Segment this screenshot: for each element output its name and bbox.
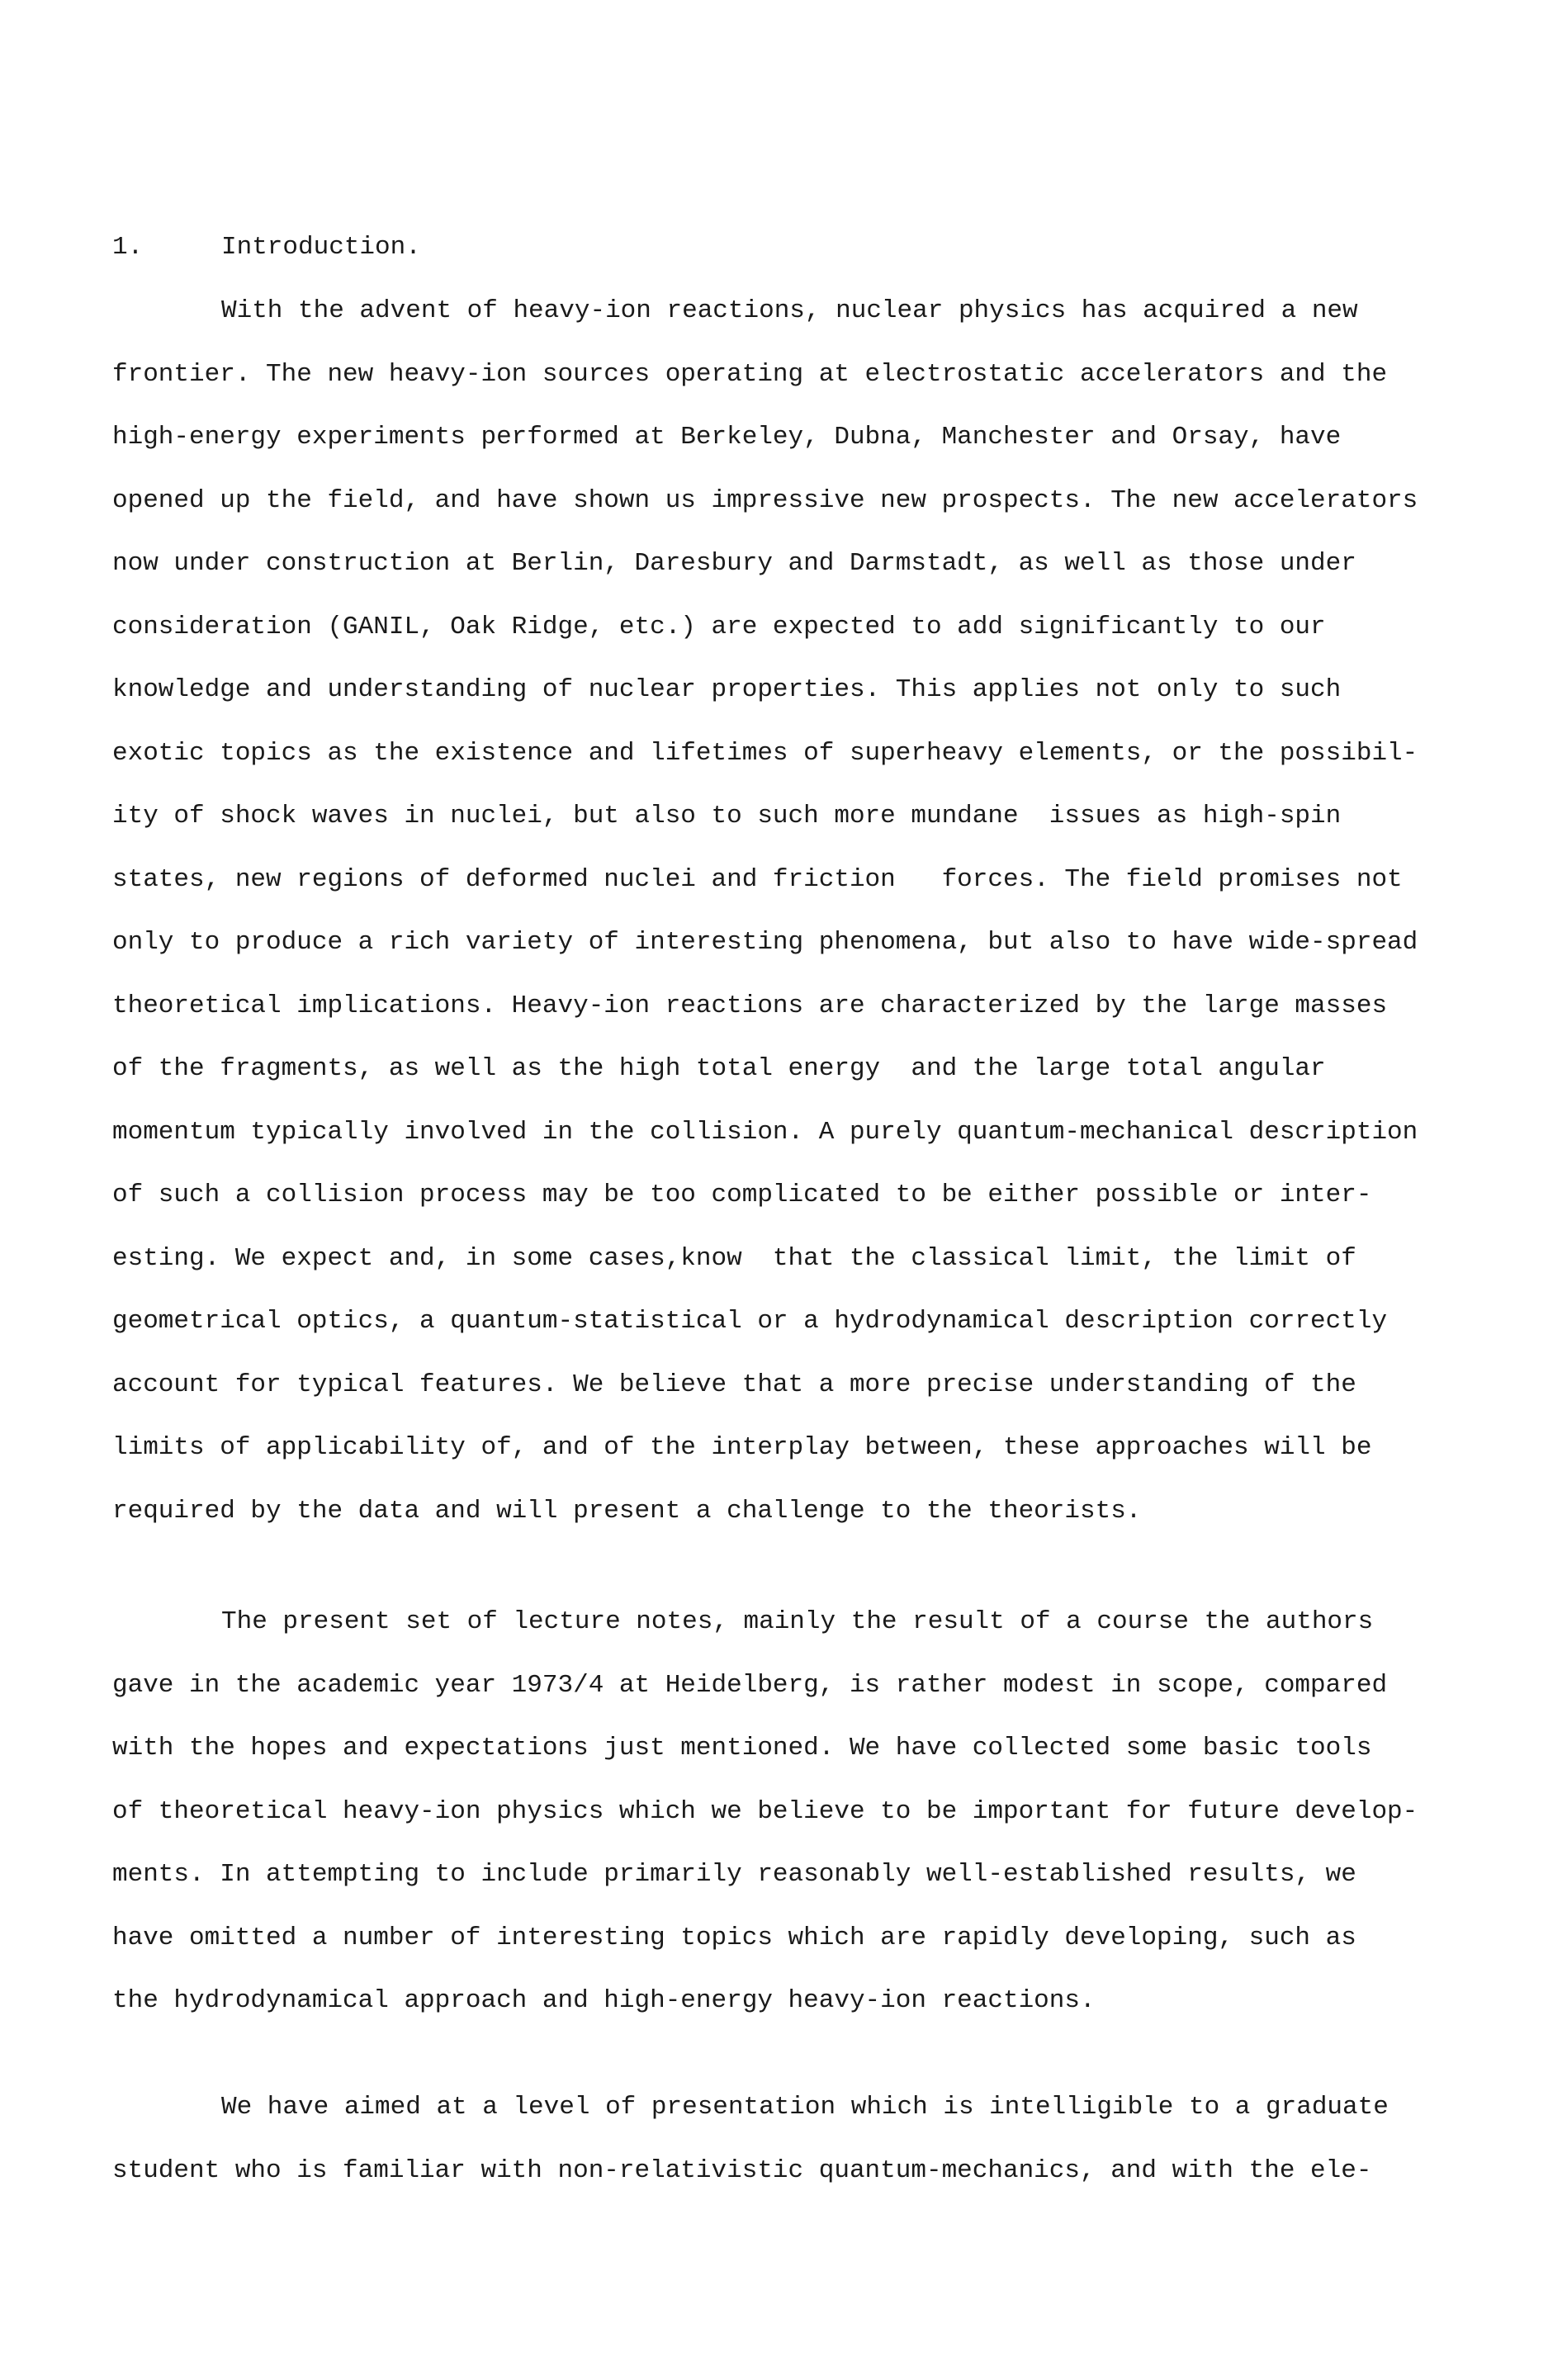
text-line: the hydrodynamical approach and high-energy heavy-ion reactions. [112, 1986, 1096, 2015]
text-line: consideration (GANIL, Oak Ridge, etc.) are expected to add significantly to our [112, 612, 1326, 641]
text-line: gave in the academic year 1973/4 at Heidelberg, is rather modest in scope, compared [112, 1670, 1388, 1700]
text-line: with the hopes and expectations just mentioned. We have collected some basic tools [112, 1734, 1372, 1763]
paragraph-heavy-ion-frontier [112, 295, 1433, 1558]
text-line: ments. In attempting to include primarily reasonably well-established results, we [112, 1860, 1356, 1889]
text-line: required by the data and will present a challenge to the theorists. [112, 1496, 1142, 1526]
text-line: ity of shock waves in nuclei, but also to such more mundane issues as high-spin [112, 802, 1342, 830]
text-line: opened up the field, and have shown us impressive new prospects. The new accelerators [112, 485, 1418, 515]
section-number: 1. [112, 233, 144, 262]
text-line: With the advent of heavy-ion reactions, nuclear physics has acquired a new [221, 296, 1358, 325]
text-line: have omitted a number of interesting topics which are rapidly developing, such as [112, 1923, 1356, 1952]
text-line: high-energy experiments performed at Berkeley, Dubna, Manchester and Orsay, have [112, 423, 1342, 452]
text-line: frontier. The new heavy-ion sources operating at electrostatic accelerators and the [112, 359, 1388, 389]
text-line: knowledge and understanding of nuclear properties. This applies not only to such [112, 675, 1342, 704]
paragraph-presentation-level [112, 2091, 1433, 2217]
text-line: now under construction at Berlin, Daresbury and Darmstadt, as well as those under [112, 549, 1356, 578]
text-line: only to produce a rich variety of interesting phenomena, but also to have wide-spread [112, 928, 1418, 957]
text-line: of theoretical heavy-ion physics which we believe to be important for future develop- [112, 1796, 1418, 1826]
section-title: Introduction. [221, 233, 421, 262]
text-line: theoretical implications. Heavy-ion reactions are characterized by the large masses [112, 991, 1388, 1020]
text-line: momentum typically involved in the collision. A purely quantum-mechanical description [112, 1117, 1418, 1147]
text-line: limits of applicability of, and of the interplay between, these approaches will be [112, 1433, 1372, 1462]
text-line: geometrical optics, a quantum-statistical or a hydrodynamical description correctly [112, 1307, 1388, 1336]
text-line: of such a collision process may be too complicated to be either possible or inter- [112, 1181, 1372, 1209]
text-line: exotic topics as the existence and lifetimes of superheavy elements, or the possibil- [112, 738, 1418, 768]
text-line: of the fragments, as well as the high total energy and the large total angular [112, 1054, 1326, 1083]
text-line: The present set of lecture notes, mainly the result of a course the authors [221, 1607, 1374, 1636]
text-line: student who is familiar with non-relativistic quantum-mechanics, and with the ele- [112, 2155, 1372, 2185]
text-line: esting. We expect and, in some cases,know that the classical limit, the limit of [112, 1243, 1356, 1273]
section-heading [112, 231, 421, 264]
text-line: account for typical features. We believe that a more precise understanding of the [112, 1370, 1356, 1399]
text-line: states, new regions of deformed nuclei and friction forces. The field promises not [112, 864, 1403, 894]
paragraph-lecture-notes-scope [112, 1606, 1433, 2048]
text-line: We have aimed at a level of presentation which is intelligible to a graduate [221, 2093, 1389, 2122]
